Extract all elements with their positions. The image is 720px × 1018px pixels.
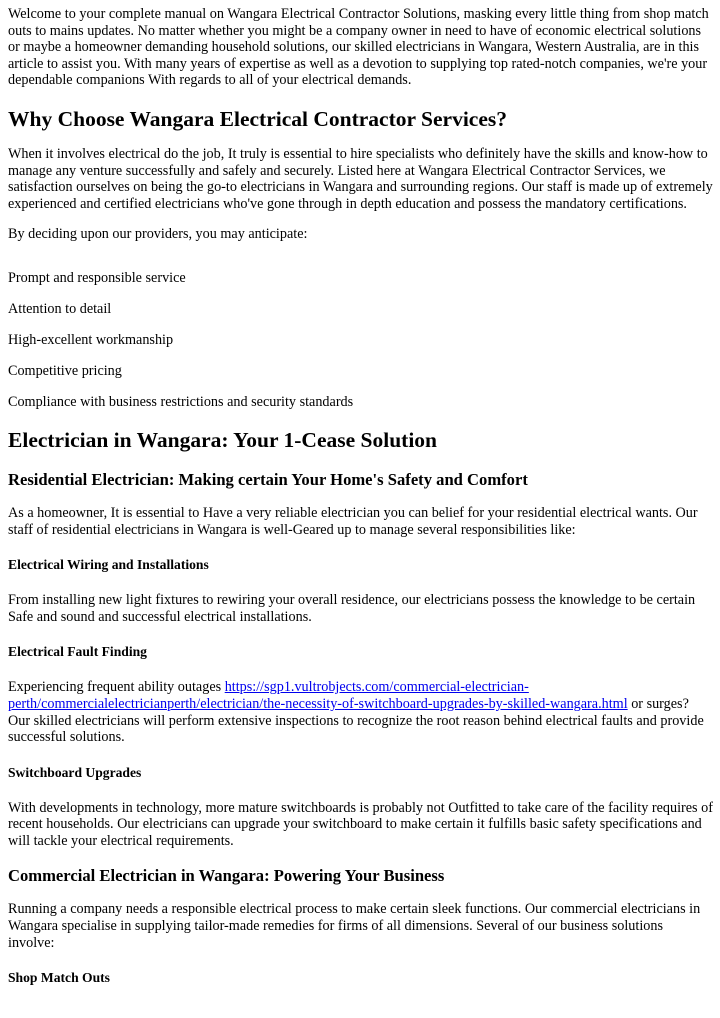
heading-shop-fit-outs: Shop Match Outs bbox=[8, 970, 110, 986]
switchboard-paragraph: With developments in technology, more mature switchboards is probably not Outfitted to take care of the facility requires of recent households. Our electricians can upgrade your switchboard to make certain it fulfills basic safety specifications and will tackle your electrical requirements. bbox=[8, 799, 713, 849]
benefit-item: Prompt and responsible service bbox=[8, 269, 186, 286]
fault-text-post: or surges? Our skilled electricians will perform extensive inspections to recognize the root reason behind electrical faults and provide successful solutions. bbox=[8, 695, 704, 746]
heading-electrician-wangara: Electrician in Wangara: Your 1-Cease Solution bbox=[8, 427, 438, 452]
switchboard-article-link[interactable]: https://sgp1.vultrobjects.com/commercial-electrician-perth/commercialelectricianperth/electrician/the-necessity-of-switchboard-upgrades-by-skilled-wangara.html bbox=[8, 679, 628, 712]
fault-text-pre: Experiencing frequent ability outages bbox=[8, 679, 225, 696]
heading-switchboard: Switchboard Upgrades bbox=[8, 764, 142, 780]
heading-commercial: Commercial Electrician in Wangara: Powering Your Business bbox=[8, 866, 445, 886]
intro-paragraph: Welcome to your complete manual on Wangara Electrical Contractor Solutions, masking every little thing from shop match outs to mains updates. No matter whether you might be a company owner in need to have of economic electrical solutions or maybe a homeowner demanding household solutions, our skilled electricians in Wangara, Western Australia, are in this article to assist you. With many years of expertise as well as a devotion to supplying top rated-notch companies, we're your dependable companions With regards to all of your electrical demands. bbox=[8, 6, 709, 89]
benefit-item: Compliance with business restrictions and security standards bbox=[8, 393, 354, 410]
heading-fault-finding: Electrical Fault Finding bbox=[8, 644, 147, 660]
benefit-item: Attention to detail bbox=[8, 300, 112, 317]
anticipate-paragraph: By deciding upon our providers, you may anticipate: bbox=[8, 226, 308, 243]
heading-why-choose: Why Choose Wangara Electrical Contractor Services? bbox=[8, 106, 508, 131]
wiring-paragraph: From installing new light fixtures to rewiring your overall residence, our electricians possess the knowledge to be certain Safe and sound and successful electrical installations. bbox=[8, 592, 696, 625]
heading-wiring: Electrical Wiring and Installations bbox=[8, 557, 209, 573]
residential-paragraph: As a homeowner, It is essential to Have a very reliable electrician you can belief for your residential electrical wants. Our staff of residential electricians in Wangara is well-Geared up to manage several responsibilities like: bbox=[8, 504, 698, 538]
commercial-paragraph: Running a company needs a responsible electrical process to make certain sleek functions. Our commercial electricians in Wangara specialise in supplying tailor-made remedies for firms of all dimensions. Several of our business solutions involve: bbox=[8, 901, 701, 951]
benefits-list bbox=[8, 270, 713, 411]
fault-paragraph bbox=[8, 679, 713, 745]
benefit-item: Competitive pricing bbox=[8, 362, 122, 379]
why-paragraph: When it involves electrical do the job, It truly is essential to hire specialists who definitely have the skills and know-how to manage any venture successfully and safely and securely. Listed here at Wangara Electrical Contractor Services, we satisfaction ourselves on being the go-to electricians in Wangara and surrounding regions. Our staff is made up of extremely experienced and certified electricians who've gone through in depth education and possess the mandatory certifications. bbox=[8, 145, 713, 212]
benefit-item: High-excellent workmanship bbox=[8, 331, 174, 348]
heading-residential: Residential Electrician: Making certain Your Home's Safety and Comfort bbox=[8, 469, 528, 489]
